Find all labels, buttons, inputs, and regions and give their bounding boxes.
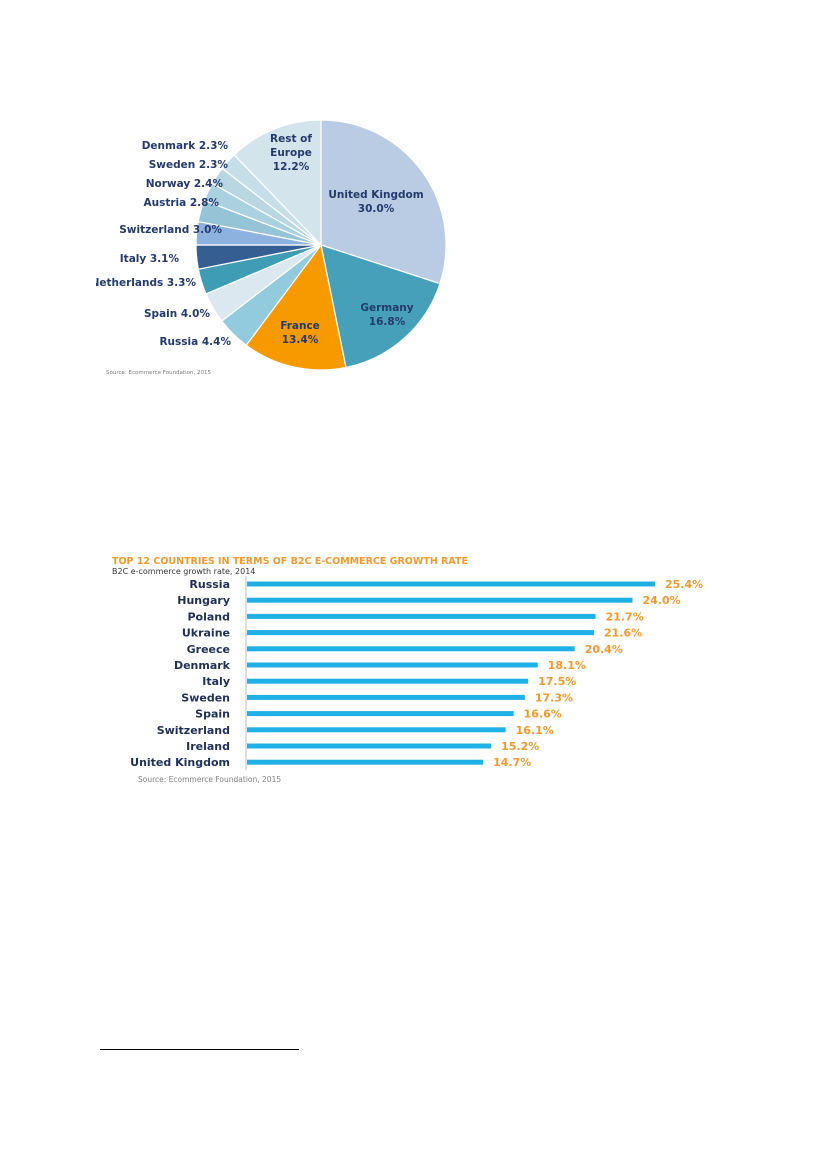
bar-italy [247,679,528,684]
bar-value-ukraine: 21.6% [603,626,643,640]
pie-label-germany: Germany 16.8% [360,302,414,328]
bar-spain [247,711,514,716]
pie-label-france: France 13.4% [280,320,320,346]
market-share-pie-chart [96,112,466,392]
bar-denmark [247,663,538,668]
pie-label-united-kingdom: United Kingdom 30.0% [328,189,424,215]
bar-value-sweden: 17.3% [534,691,574,705]
bar-value-greece: 20.4% [584,642,623,656]
pie-label-switzerland: Switzerland 3.0% [119,224,222,236]
bar-category-hungary: Hungary [177,594,230,608]
bar-ukraine [247,630,594,635]
bar-source-note: Source: Ecommerce Foundation, 2015 [138,775,282,784]
bar-category-ukraine: Ukraine [181,626,230,640]
pie-label-austria: Austria 2.8% [143,197,219,209]
bar-value-poland: 21.7% [605,610,644,624]
pie-label-russia: Russia 4.4% [159,336,231,348]
bar-value-italy: 17.5% [538,675,577,689]
pie-chart-svg [96,112,466,392]
bar-ireland [247,744,491,749]
bar-value-united-kingdom: 14.7% [493,756,532,770]
bar-value-denmark: 18.1% [547,659,586,672]
bar-category-united-kingdom: United Kingdom [130,756,230,770]
pie-label-norway: Norway 2.4% [145,178,223,190]
bar-value-spain: 16.6% [523,707,562,721]
bar-russia [247,582,655,587]
bar-category-ireland: Ireland [186,740,230,753]
bar-sweden [247,695,525,700]
bar-category-denmark: Denmark [173,659,230,672]
pie-label-italy: Italy 3.1% [119,253,179,265]
bar-category-switzerland: Switzerland [156,723,230,737]
bar-chart-title: TOP 12 COUNTRIES IN TERMS OF B2C E-COMMERCE GROWTH RATE [112,556,468,567]
bar-category-italy: Italy [202,675,230,689]
bar-poland [247,614,596,619]
pie-label-sweden: Sweden 2.3% [148,159,228,171]
bar-greece [247,646,575,651]
bar-united-kingdom [247,760,483,765]
pie-source-note: Source: Ecommerce Foundation, 2015 [106,370,211,376]
bar-value-russia: 25.4% [665,578,704,591]
bar-hungary [247,598,633,603]
pie-label-rest-of-europe: Rest of Europe 12.2% [270,133,312,173]
bar-category-sweden: Sweden [181,691,230,705]
bar-chart-subtitle: B2C e-commerce growth rate, 2014 [112,567,256,576]
pie-label-denmark: Denmark 2.3% [141,140,228,152]
bar-chart-svg [100,550,740,790]
bar-value-hungary: 24.0% [642,594,681,608]
bar-switzerland [247,727,506,732]
bar-value-ireland: 15.2% [501,740,540,753]
footnote-separator [100,1049,299,1050]
bar-category-poland: Poland [187,610,230,624]
growth-rate-bar-chart [100,550,740,790]
bar-category-greece: Greece [186,642,230,656]
bar-value-switzerland: 16.1% [515,723,554,737]
pie-label-spain: Spain 4.0% [143,308,210,320]
bar-category-russia: Russia [189,578,230,591]
bar-category-spain: Spain [195,707,230,721]
pie-label-netherlands: Netherlands 3.3% [96,277,196,289]
